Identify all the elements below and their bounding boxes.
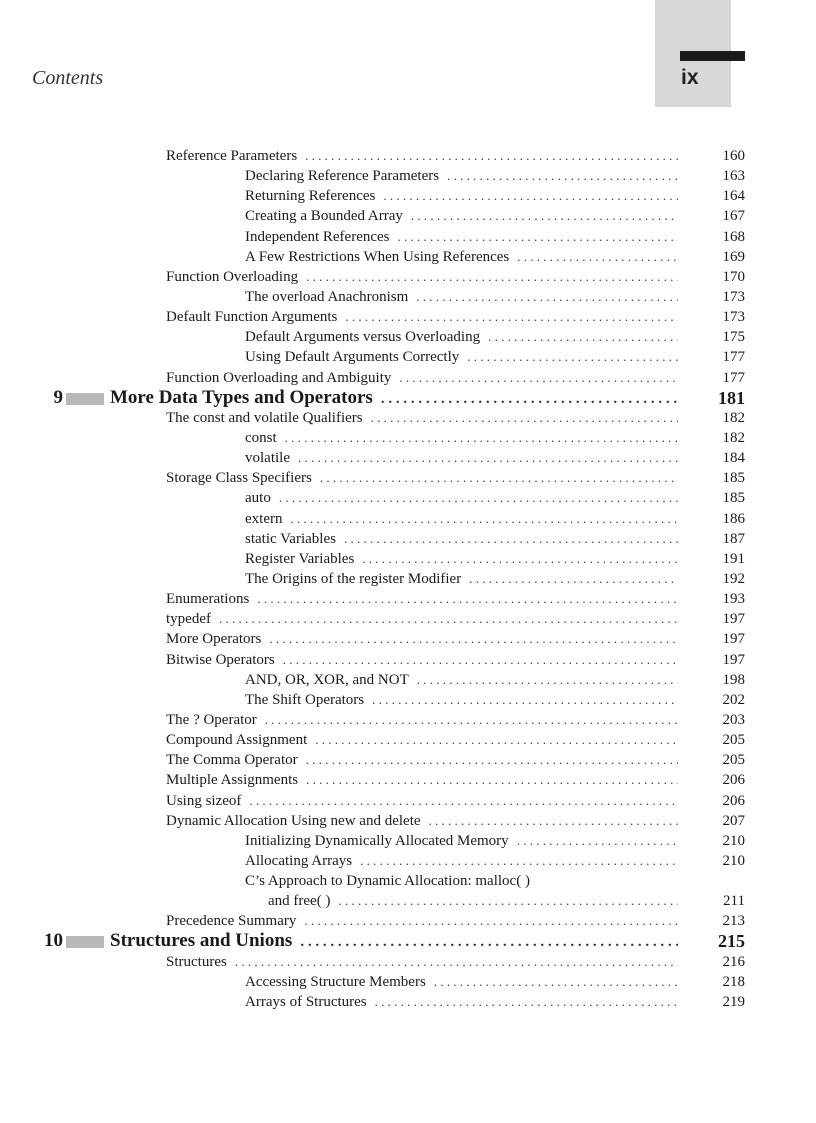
dot-leader <box>360 851 678 871</box>
toc-label <box>245 569 678 589</box>
toc-label <box>166 811 678 831</box>
toc-label <box>245 992 678 1012</box>
toc-page-number: 173 <box>722 288 745 305</box>
toc-entry-title: Independent References <box>245 228 390 245</box>
toc-entry[interactable] <box>0 992 816 1012</box>
toc-label <box>245 186 678 206</box>
toc-page-number: 211 <box>723 893 745 910</box>
toc-entry-title: Default Function Arguments <box>166 309 338 326</box>
table-of-contents <box>0 146 816 1012</box>
toc-label <box>245 670 678 690</box>
toc-entry[interactable] <box>0 227 816 247</box>
toc-label <box>166 629 678 649</box>
dot-leader <box>305 146 678 166</box>
toc-page-number: 198 <box>722 671 745 688</box>
toc-page-number: 206 <box>722 792 745 809</box>
toc-label <box>245 549 678 569</box>
toc-page-number: 168 <box>722 228 745 245</box>
toc-entry-title: Storage Class Specifiers <box>166 470 312 487</box>
toc-page-number: 164 <box>722 188 745 205</box>
toc-entry[interactable] <box>0 448 816 468</box>
toc-entry-title: Accessing Structure Members <box>245 973 426 990</box>
dot-leader <box>429 811 678 831</box>
toc-entry-title: Using sizeof <box>166 792 242 809</box>
toc-label <box>245 972 678 992</box>
toc-page-number: 163 <box>722 168 745 185</box>
dot-leader <box>345 307 678 327</box>
dot-leader <box>447 166 678 186</box>
toc-label <box>166 770 678 790</box>
dot-leader <box>306 770 678 790</box>
toc-entry[interactable] <box>0 509 816 529</box>
toc-label <box>245 690 678 710</box>
toc-entry[interactable] <box>0 952 816 972</box>
toc-entry-title: The Comma Operator <box>166 752 298 769</box>
toc-entry-title: typedef <box>166 611 211 628</box>
toc-entry[interactable] <box>0 428 816 448</box>
toc-label <box>166 710 678 730</box>
toc-page-number: 186 <box>722 510 745 527</box>
dot-leader <box>517 247 678 267</box>
toc-label <box>166 791 678 811</box>
toc-entry[interactable] <box>0 730 816 750</box>
toc-entry-title: Structures <box>166 953 227 970</box>
dot-leader <box>249 791 678 811</box>
toc-label <box>166 468 678 488</box>
toc-entry-title: Function Overloading <box>166 268 299 285</box>
dot-leader <box>315 730 678 750</box>
dot-leader <box>416 287 678 307</box>
toc-entry-title: Precedence Summary <box>166 913 297 930</box>
toc-entry-title: More Data Types and Operators <box>110 387 373 408</box>
chapter-marker-bar <box>66 936 104 948</box>
chapter-marker-bar <box>66 393 104 405</box>
toc-entry-title: Using Default Arguments Correctly <box>245 349 460 366</box>
toc-page-number: 216 <box>722 953 745 970</box>
toc-entry[interactable] <box>0 891 816 911</box>
toc-entry[interactable] <box>0 750 816 770</box>
toc-entry-title: Allocating Arrays <box>245 852 353 869</box>
toc-entry[interactable] <box>0 146 816 166</box>
toc-label <box>245 247 678 267</box>
toc-label <box>110 388 678 408</box>
toc-entry-title: More Operators <box>166 631 262 648</box>
toc-page-number: 215 <box>718 931 745 952</box>
toc-label <box>268 891 678 911</box>
toc-entry-title: Function Overloading and Ambiguity <box>166 369 392 386</box>
toc-label <box>245 448 678 468</box>
toc-label <box>245 488 678 508</box>
dot-leader <box>298 448 678 468</box>
toc-entry-title: Creating a Bounded Array <box>245 208 403 225</box>
toc-entry-title: The Origins of the register Modifier <box>245 570 462 587</box>
dot-leader <box>375 992 678 1012</box>
dot-leader <box>362 549 678 569</box>
dot-leader <box>411 206 678 226</box>
toc-entry[interactable] <box>0 791 816 811</box>
toc-entry[interactable] <box>0 347 816 367</box>
dot-leader <box>304 911 678 931</box>
toc-label <box>245 287 678 307</box>
toc-entry-title: AND, OR, XOR, and NOT <box>245 671 409 688</box>
toc-entry[interactable] <box>0 166 816 186</box>
toc-chapter-row[interactable] <box>0 388 816 408</box>
toc-entry-title: const <box>245 429 277 446</box>
dot-leader <box>306 267 678 287</box>
dot-leader <box>279 488 678 508</box>
dot-leader <box>338 891 678 911</box>
toc-label <box>166 952 678 972</box>
toc-entry[interactable] <box>0 529 816 549</box>
toc-page-number: 197 <box>722 611 745 628</box>
toc-label <box>245 871 678 891</box>
toc-entry-title: Declaring Reference Parameters <box>245 168 440 185</box>
toc-label <box>245 509 678 529</box>
toc-page-number: 197 <box>722 651 745 668</box>
toc-label <box>166 408 678 428</box>
toc-label <box>245 206 678 226</box>
toc-label <box>166 911 678 931</box>
toc-label <box>245 347 678 367</box>
toc-entry[interactable] <box>0 871 816 891</box>
toc-entry[interactable] <box>0 770 816 790</box>
toc-page-number: 191 <box>722 550 745 567</box>
toc-chapter-row[interactable] <box>0 931 816 951</box>
toc-label <box>166 650 678 670</box>
toc-entry-title: Structures and Unions <box>110 931 293 952</box>
toc-entry[interactable] <box>0 710 816 730</box>
toc-entry-title: volatile <box>245 450 290 467</box>
toc-entry[interactable] <box>0 488 816 508</box>
toc-entry[interactable] <box>0 247 816 267</box>
dot-leader <box>398 227 678 247</box>
toc-entry[interactable] <box>0 670 816 690</box>
running-header-title: Contents <box>32 67 104 89</box>
toc-label <box>245 851 678 871</box>
toc-entry-title: C’s Approach to Dynamic Allocation: malloc( ) <box>245 873 530 890</box>
toc-entry-title: The ? Operator <box>166 711 257 728</box>
toc-entry[interactable] <box>0 851 816 871</box>
toc-page-number: 170 <box>722 268 745 285</box>
toc-page-number: 182 <box>722 429 745 446</box>
toc-entry[interactable] <box>0 186 816 206</box>
toc-entry[interactable] <box>0 267 816 287</box>
dot-leader <box>300 932 678 951</box>
toc-entry[interactable] <box>0 549 816 569</box>
toc-label <box>245 529 678 549</box>
toc-page-number: 184 <box>722 450 745 467</box>
toc-label <box>110 931 678 951</box>
chapter-number: 10 <box>44 930 63 952</box>
toc-entry[interactable] <box>0 831 816 851</box>
toc-page-number: 203 <box>722 711 745 728</box>
dot-leader <box>399 368 678 388</box>
toc-entry[interactable] <box>0 307 816 327</box>
toc-label <box>166 267 678 287</box>
toc-page-number: 210 <box>722 852 745 869</box>
toc-label <box>166 307 678 327</box>
dot-leader <box>265 710 678 730</box>
toc-entry[interactable] <box>0 609 816 629</box>
toc-label <box>245 227 678 247</box>
toc-page-number: 206 <box>722 772 745 789</box>
dot-leader <box>283 650 678 670</box>
dot-leader <box>469 569 678 589</box>
toc-entry-title: Returning References <box>245 188 376 205</box>
toc-entry-title: The Shift Operators <box>245 691 365 708</box>
toc-entry[interactable] <box>0 589 816 609</box>
toc-page-number: 167 <box>722 208 745 225</box>
dot-leader <box>269 629 678 649</box>
toc-entry[interactable] <box>0 206 816 226</box>
dot-leader <box>517 831 678 851</box>
toc-label <box>245 327 678 347</box>
page-number: ix <box>681 66 699 89</box>
toc-label <box>166 146 678 166</box>
toc-label <box>245 428 678 448</box>
toc-page-number: 177 <box>722 369 745 386</box>
toc-entry-title: A Few Restrictions When Using References <box>245 248 510 265</box>
toc-entry[interactable] <box>0 408 816 428</box>
toc-page-number: 205 <box>722 752 745 769</box>
toc-entry[interactable] <box>0 972 816 992</box>
dot-leader <box>417 670 678 690</box>
toc-page-number: 181 <box>718 387 745 408</box>
toc-entry-title: Multiple Assignments <box>166 772 299 789</box>
toc-page-number: 169 <box>722 248 745 265</box>
toc-entry[interactable] <box>0 368 816 388</box>
toc-entry-title: Dynamic Allocation Using new and delete <box>166 812 421 829</box>
toc-entry[interactable] <box>0 569 816 589</box>
toc-entry-title: extern <box>245 510 283 527</box>
toc-page-number: 182 <box>722 409 745 426</box>
dot-leader <box>285 428 678 448</box>
toc-page-number: 219 <box>722 993 745 1010</box>
toc-page-number: 160 <box>722 148 745 164</box>
toc-page-number: 192 <box>722 570 745 587</box>
toc-entry-title: auto <box>245 490 271 507</box>
toc-page-number: 207 <box>722 812 745 829</box>
dot-leader <box>467 347 678 367</box>
chapter-number: 9 <box>53 386 63 408</box>
toc-entry-title: and free( ) <box>268 893 331 910</box>
toc-entry-title: Enumerations <box>166 591 250 608</box>
toc-page-number: 213 <box>722 913 745 930</box>
toc-page-number: 175 <box>722 329 745 346</box>
dot-leader <box>383 186 678 206</box>
dot-leader <box>235 952 678 972</box>
toc-page-number: 187 <box>722 530 745 547</box>
toc-page-number: 185 <box>722 470 745 487</box>
dot-leader <box>219 609 678 629</box>
dot-leader <box>320 468 678 488</box>
dot-leader <box>371 408 678 428</box>
toc-entry-title: Compound Assignment <box>166 732 308 749</box>
dot-leader <box>434 972 678 992</box>
toc-label <box>166 750 678 770</box>
toc-page-number: 177 <box>722 349 745 366</box>
toc-page-number: 197 <box>722 631 745 648</box>
toc-entry-title: Register Variables <box>245 550 355 567</box>
toc-page-number: 185 <box>722 490 745 507</box>
toc-label <box>245 831 678 851</box>
toc-entry-title: The overload Anachronism <box>245 288 409 305</box>
dot-leader <box>381 389 678 408</box>
toc-entry[interactable] <box>0 650 816 670</box>
dot-leader <box>290 509 678 529</box>
toc-entry-title: Initializing Dynamically Allocated Memory <box>245 832 509 849</box>
toc-entry[interactable] <box>0 811 816 831</box>
toc-entry-title: Reference Parameters <box>166 148 298 164</box>
toc-entry[interactable] <box>0 911 816 931</box>
toc-page-number: 202 <box>722 691 745 708</box>
toc-page-number: 193 <box>722 591 745 608</box>
toc-entry-title: Bitwise Operators <box>166 651 275 668</box>
dot-leader <box>344 529 678 549</box>
corner-bar <box>680 51 745 61</box>
toc-label <box>245 166 678 186</box>
toc-entry[interactable] <box>0 690 816 710</box>
toc-entry[interactable] <box>0 287 816 307</box>
toc-page-number: 218 <box>722 973 745 990</box>
dot-leader <box>488 327 678 347</box>
toc-label <box>166 730 678 750</box>
dot-leader <box>306 750 678 770</box>
toc-label <box>166 368 678 388</box>
toc-page-number: 205 <box>722 732 745 749</box>
toc-entry-title: Arrays of Structures <box>245 993 367 1010</box>
toc-label <box>166 609 678 629</box>
toc-entry-title: The const and volatile Qualifiers <box>166 409 363 426</box>
toc-label <box>166 589 678 609</box>
toc-entry-title: Default Arguments versus Overloading <box>245 329 481 346</box>
toc-entry[interactable] <box>0 629 816 649</box>
toc-page-number: 210 <box>722 832 745 849</box>
toc-page-number: 173 <box>722 309 745 326</box>
toc-entry[interactable] <box>0 468 816 488</box>
dot-leader <box>257 589 678 609</box>
toc-entry[interactable] <box>0 327 816 347</box>
toc-entry-title: static Variables <box>245 530 336 547</box>
dot-leader <box>372 690 678 710</box>
